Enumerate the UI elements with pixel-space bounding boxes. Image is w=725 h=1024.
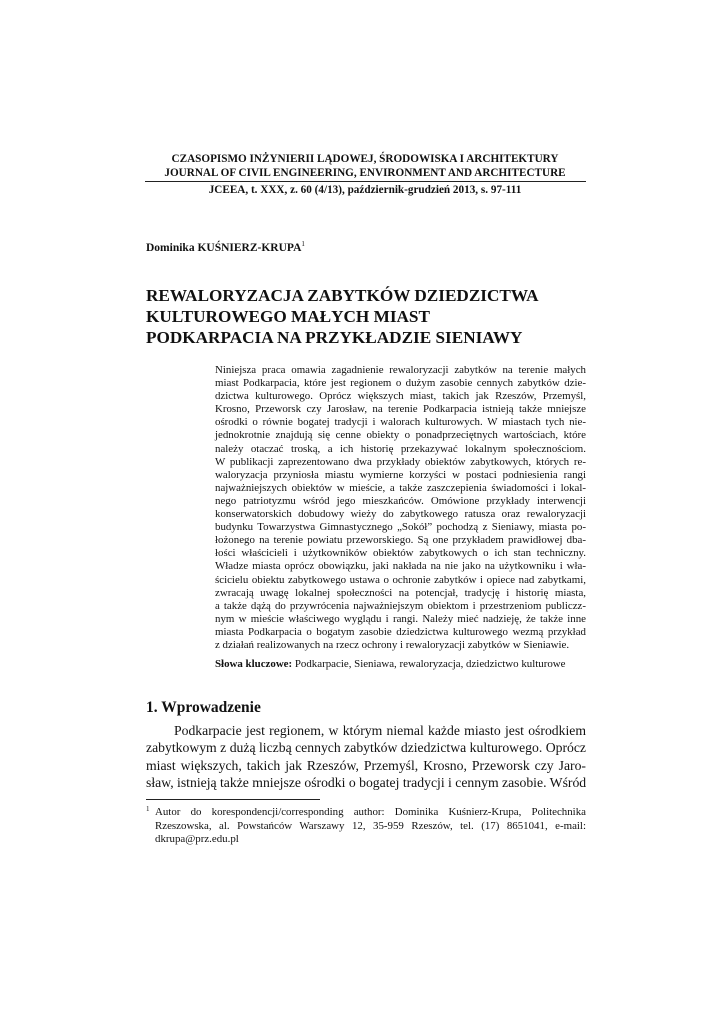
abstract-line: a także dążą do przywrócenia najważniejszym obiektom i przestrzeniom publiczz- <box>215 599 586 612</box>
keywords-label: Słowa kluczowe: <box>215 658 293 670</box>
abstract-line: Krosno, Przeworsk czy Jarosław, na terenie Podkarpacia istnieją także mniejsze <box>215 403 586 416</box>
abstract-line: W publikacji zaprezentowano dwa przykłady obiektów zabytkowych, których re- <box>215 455 586 468</box>
author-name: Dominika KUŚNIERZ-KRUPA <box>146 242 302 254</box>
title-line: PODKARPACIA NA PRZYKŁADZIE SIENIAWY <box>146 328 523 347</box>
section-heading: 1. Wprowadzenie <box>146 699 261 716</box>
body-line: Podkarpacie jest regionem, w którym niemal każde miasto jest ośrodkiem <box>174 723 586 738</box>
abstract-line: waloryzacja przyniosła miastu wymierne korzyści w postaci podniesienia rangi <box>215 468 586 481</box>
body-text <box>146 722 586 792</box>
body-line: zabytkowym z dużą liczbą cennych zabytków dziedzictwa kulturowego. Oprócz <box>146 740 586 756</box>
footnote-mark: 1 <box>146 805 150 813</box>
keywords <box>215 658 586 670</box>
header-rule <box>145 181 586 182</box>
title-line: KULTUROWEGO MAŁYCH MIAST <box>146 307 430 326</box>
keywords-text: Podkarpacie, Sieniawa, rewaloryzacja, dziedzictwo kulturowe <box>292 658 566 670</box>
abstract-line: łości właścicieli i użytkowników obiektów zabytkowych o ich stan techniczny. <box>215 547 586 560</box>
footnote-rule <box>146 799 320 800</box>
journal-name-polish: CZASOPISMO INŻYNIERII LĄDOWEJ, ŚRODOWISKA I ARCHITEKTURY <box>171 153 559 165</box>
abstract-line: zwracają uwagę lokalnej społeczności na potencjał, tradycję i historię miasta, <box>215 586 586 599</box>
body-line: sław, istnieją także mniejsze ośrodki o bogatej tradycji i cennym zasobie. Wśród <box>146 775 587 791</box>
abstract-line: najważniejszych obiektów w mieście, a także zaszczepienia świadomości i lokal- <box>215 481 586 494</box>
abstract-line: ośrodki o równie bogatej tradycji i walorach kulturowych. W miastach tych nie- <box>215 416 586 429</box>
journal-citation: JCEEA, t. XXX, z. 60 (4/13), październik-grudzień 2013, s. 97-111 <box>208 184 522 196</box>
paper-title <box>146 285 586 348</box>
footnote-line: Autor do korespondencji/corresponding author: Dominika Kuśnierz-Krupa, Politechnika <box>155 806 586 818</box>
abstract-line: nego patriotyzmu wśród jego mieszkańców. Omówione przykłady interwencji <box>215 494 586 507</box>
abstract-line: dzictwa kulturowego. Oprócz większych miast, takich jak Rzeszów, Przemyśl, <box>215 390 586 403</box>
abstract-line: jednokrotnie znajdują się cenne obiekty o ponadprzeciętnych wartościach, które <box>215 429 586 442</box>
footnote-line: Rzeszowska, al. Powstańców Warszawy 12, 35-959 Rzeszów, tel. (17) 8651041, e-mail: <box>155 819 586 832</box>
abstract-line: łożonego na terenie powiatu przeworskiego. Są one przykładem prawidłowej dba- <box>215 534 586 547</box>
abstract-line: należy otaczać troską, a ich historię przekazywać lokalnym społecznościom. <box>215 442 586 455</box>
abstract-line: miast Podkarpacia, które jest regionem o dużym zasobie cennych zabytków dzie- <box>215 377 586 390</box>
body-line: miast większych, takich jak Rzeszów, Przemyśl, Krosno, Przeworsk czy Jaro- <box>146 757 586 773</box>
abstract-line: Władze miasta oprócz obowiązku, jaki nakłada na nie jako na użytkowniku i wła- <box>215 560 586 573</box>
author-footnote-mark: 1 <box>301 240 305 248</box>
abstract-line: miasta Podkarpacia o bogatym zasobie dziedzictwa kulturowego wezmą przykład <box>215 625 586 638</box>
journal-name-english: JOURNAL OF CIVIL ENGINEERING, ENVIRONMENT AND ARCHITECTURE <box>164 167 566 179</box>
abstract-line: budynku Towarzystwa Gimnastycznego „Sokół” pochodzą z Sieniawy, miasta po- <box>215 521 586 534</box>
abstract <box>215 364 586 652</box>
abstract-line: z działań realizowanych na rzecz ochrony i rewaloryzacji zabytków w Sieniawie. <box>215 638 570 651</box>
title-line: REWALORYZACJA ZABYTKÓW DZIEDZICTWA <box>146 286 539 305</box>
author-line <box>146 240 305 254</box>
abstract-line: konserwatorskich dobudowy wieży do zabytkowego ratusza oraz rewaloryzacji <box>215 508 586 521</box>
abstract-line: Niniejsza praca omawia zagadnienie rewaloryzacji zabytków na terenie małych <box>215 364 586 376</box>
footnote <box>146 806 586 847</box>
footnote-line: dkrupa@prz.edu.pl <box>155 833 239 845</box>
abstract-line: ścicielu obiektu zabytkowego ustawa o ochronie zabytków i opiece nad zabytkami, <box>215 573 586 586</box>
abstract-line: nym w mieście właściwego wyglądu i rangi. Należy mieć nadzieję, że także inne <box>215 612 586 625</box>
